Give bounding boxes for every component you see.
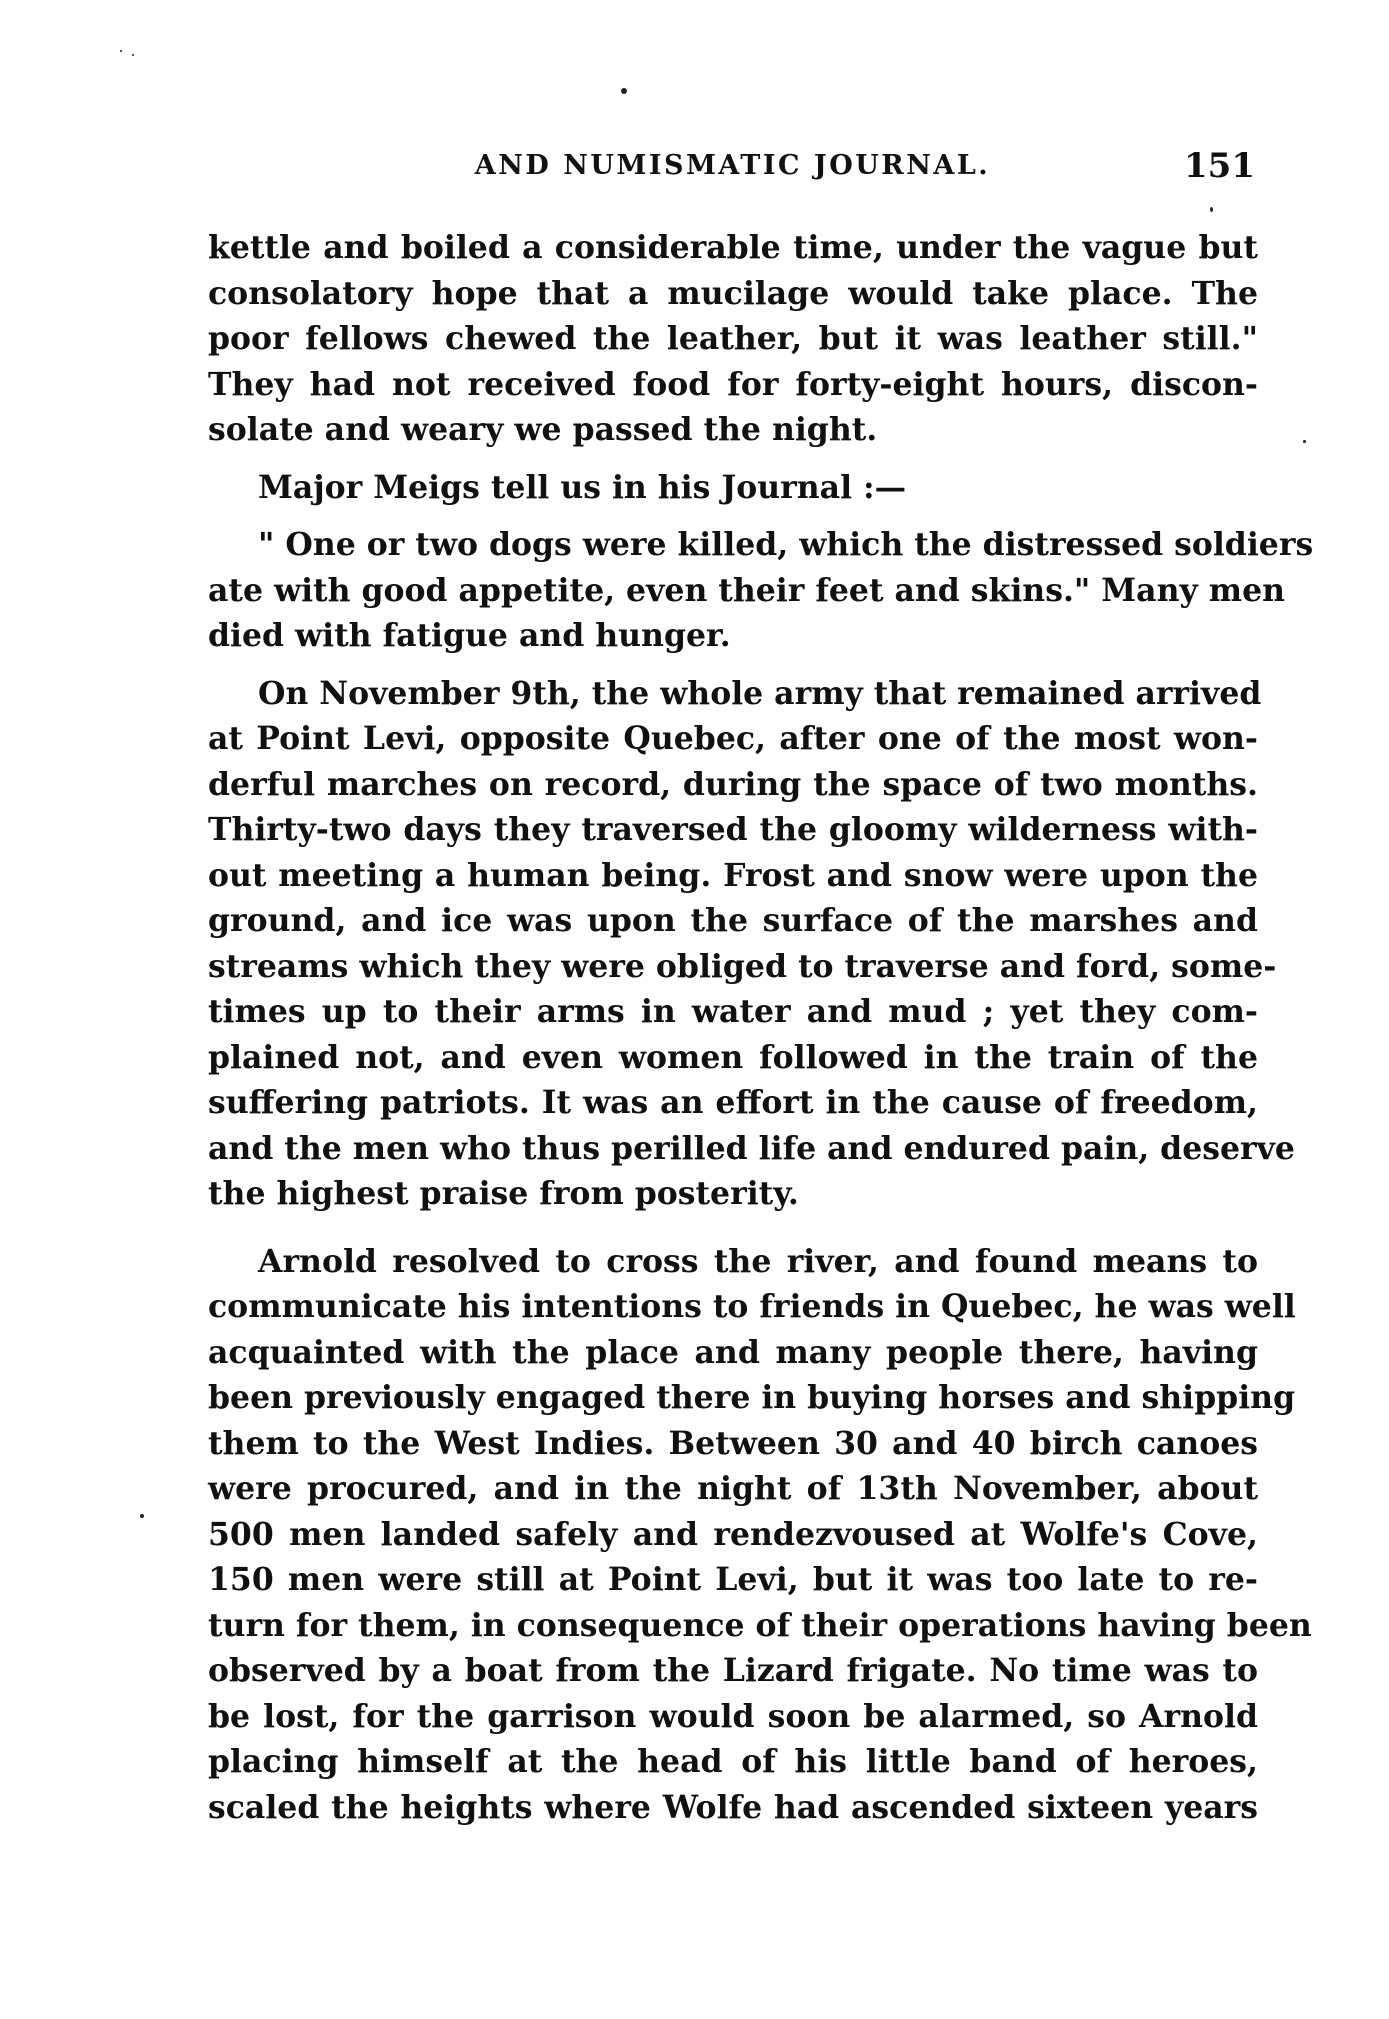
paragraph-gap xyxy=(208,1217,1258,1239)
print-speck xyxy=(132,54,134,56)
text-line: Arnold resolved to cross the river, and found means to xyxy=(258,1242,1258,1280)
text-line: derful marches on record, during the space of two months. xyxy=(208,765,1258,803)
text-line: solate and weary we passed the night. xyxy=(208,411,878,448)
text-line: poor fellows chewed the leather, but it was leather still." xyxy=(208,320,1258,357)
page-number: 151 xyxy=(1184,146,1255,186)
text-line: been previously engaged there in buying horses and shipping xyxy=(208,1379,1296,1416)
text-line: were procured, and in the night of 13th November, about xyxy=(208,1470,1258,1507)
body-text xyxy=(208,225,1314,1830)
text-line: be lost, for the garrison would soon be alarmed, so Arnold xyxy=(208,1697,1258,1735)
paragraph xyxy=(208,465,1258,511)
text-line: out meeting a human being. Frost and snow were upon the xyxy=(208,856,1258,894)
print-speck xyxy=(120,50,122,52)
running-head: AND NUMISMATIC JOURNAL. xyxy=(474,150,991,181)
text-line: Major Meigs tell us in his Journal :— xyxy=(258,468,907,506)
text-line: observed by a boat from the Lizard frigate. No time was to xyxy=(208,1652,1258,1689)
paragraph xyxy=(208,522,1314,659)
text-line: ate with good appetite, even their feet and skins." Many men xyxy=(208,571,1286,609)
print-speck xyxy=(1303,440,1306,443)
text-line: consolatory hope that a mucilage would take place. The xyxy=(208,274,1258,312)
text-line: the highest praise from posterity. xyxy=(208,1175,799,1212)
paragraph-gap xyxy=(208,510,1258,522)
text-line: On November 9th, the whole army that remained arrived xyxy=(258,674,1262,712)
text-line: kettle and boiled a considerable time, under the vague but xyxy=(208,229,1258,266)
paragraph xyxy=(208,1239,1312,1831)
text-line: " One or two dogs were killed, which the distressed soldiers xyxy=(258,526,1314,563)
text-line: They had not received food for forty-eight hours, discon- xyxy=(208,365,1258,403)
text-line: times up to their arms in water and mud ; yet they com- xyxy=(208,993,1258,1030)
text-line: plained not, and even women followed in the train of the xyxy=(208,1038,1258,1076)
print-speck xyxy=(1210,207,1213,212)
text-line: streams which they were obliged to traverse and ford, some- xyxy=(208,947,1277,985)
paragraph-gap xyxy=(208,453,1258,465)
page-header xyxy=(210,146,1255,194)
paragraph xyxy=(208,225,1258,453)
paragraph-gap xyxy=(208,659,1258,671)
text-line: and the men who thus perilled life and endured pain, deserve xyxy=(208,1129,1295,1167)
text-line: suffering patriots. It was an effort in the cause of freedom, xyxy=(208,1084,1258,1121)
print-speck xyxy=(621,88,627,94)
text-line: them to the West Indies. Between 30 and 40 birch canoes xyxy=(208,1424,1258,1462)
text-line: 500 men landed safely and rendezvoused at Wolfe's Cove, xyxy=(208,1515,1258,1553)
text-line: communicate his intentions to friends in Quebec, he was well xyxy=(208,1288,1296,1325)
print-speck xyxy=(140,1514,144,1518)
text-line: died with fatigue and hunger. xyxy=(208,617,731,654)
paragraph xyxy=(208,671,1295,1217)
text-line: 150 men were still at Point Levi, but it was too late to re- xyxy=(208,1561,1258,1598)
text-line: placing himself at the head of his little band of heroes, xyxy=(208,1743,1258,1780)
text-line: ground, and ice was upon the surface of the marshes and xyxy=(208,902,1258,939)
text-line: scaled the heights where Wolfe had ascended sixteen years xyxy=(208,1788,1258,1826)
text-line: acquainted with the place and many people there, having xyxy=(208,1333,1258,1371)
text-line: at Point Levi, opposite Quebec, after one of the most won- xyxy=(208,720,1258,757)
text-line: turn for them, in consequence of their operations having been xyxy=(208,1606,1312,1644)
text-line: Thirty-two days they traversed the gloomy wilderness with- xyxy=(208,811,1258,848)
